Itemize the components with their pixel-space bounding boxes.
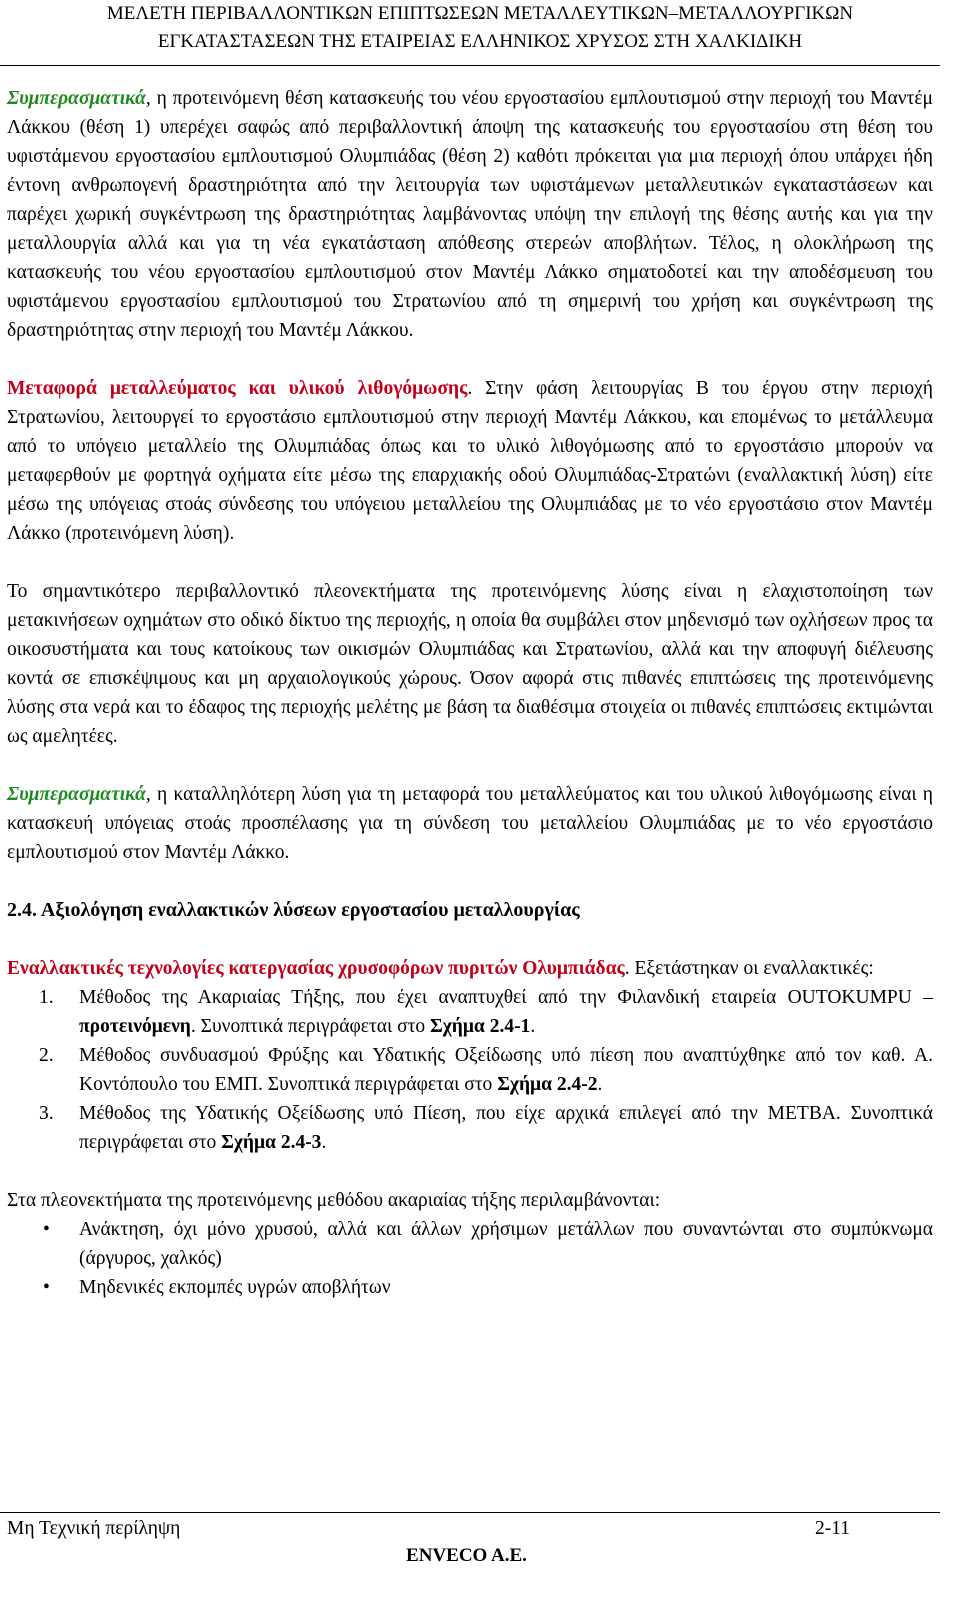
list-item (7, 1215, 933, 1273)
paragraph-alternatives-intro (7, 954, 933, 983)
conclusion-lead: Συμπερασματικά (7, 88, 146, 109)
list-item-text (79, 983, 933, 1041)
item-text: . (530, 1016, 536, 1037)
paragraph-environmental-advantage: Το σημαντικότερο περιβαλλοντικό πλεονεκτήματα της προτεινόμενης λύσης είναι η ελαχιστοποίηση των μετακινήσεων οχημάτων στο οδικό δίκτυο της περιοχής, η οποία θα συμβάλει στον μηδενισμό των οχλήσεων προς τα οικοσυστήματα και τους κατοίκους των οικισμών Ολυμπιάδας και Στρατωνίου, αλλά και την αποφυγή διέλευσης κοντά σε επισκέψιμους και μη αρχαιολογικούς χώρους. Όσον αφορά στις πιθανές επιπτώσεις της προτεινόμενης λύσης στα νερά και το έδαφος της περιοχής μελέτης με βάση τα διαθέσιμα στοιχεία οι πιθανές επιπτώσεις εκτιμώνται ως αμελητέες. (7, 581, 933, 747)
paragraph-ore-transport (7, 374, 933, 548)
paragraph-advantages-intro: Στα πλεονεκτήματα της προτεινόμενης μεθόδου ακαριαίας τήξης περιλαμβάνονται: (7, 1190, 661, 1211)
list-item (7, 983, 933, 1041)
list-item (7, 1099, 933, 1157)
bullet-icon: • (43, 1277, 50, 1298)
item-text: . (597, 1074, 603, 1095)
alternatives-lead: Εναλλακτικές τεχνολογίες κατεργασίας χρυσοφόρων πυριτών Ολυμπιάδας (7, 958, 625, 979)
paragraph-conclusion-transport (7, 780, 933, 867)
list-item (7, 1041, 933, 1099)
figure-reference: Σχήμα 2.4-2 (497, 1074, 598, 1095)
list-item-text (79, 1099, 933, 1157)
list-item-text: Μηδενικές εκπομπές υγρών αποβλήτων (79, 1277, 391, 1298)
section-heading: 2.4. Αξιολόγηση εναλλακτικών λύσεων εργοστασίου μεταλλουργίας (7, 899, 580, 921)
list-item (7, 1273, 933, 1302)
header-divider (0, 65, 940, 66)
list-item-text (79, 1041, 933, 1099)
figure-reference: Σχήμα 2.4-3 (221, 1132, 322, 1153)
page-header (0, 0, 960, 56)
footer-document-title: Μη Τεχνική περίληψη (7, 1518, 181, 1539)
list-item-text: Ανάκτηση, όχι μόνο χρυσού, αλλά και άλλων χρήσιμων μετάλλων που συναντώνται στο συμπύκνωμα (άργυρος, χαλκός) (79, 1219, 933, 1269)
header-line-2: ΕΓΚΑΤΑΣΤΑΣΕΩΝ ΤΗΣ ΕΤΑΙΡΕΙΑΣ ΕΛΛΗΝΙΚΟΣ ΧΡΥΣΟΣ ΣΤΗ ΧΑΛΚΙΔΙΚΗ (157, 31, 803, 52)
paragraph-text: , η προτεινόμενη θέση κατασκευής του νέου εργοστασίου εμπλουτισμού στην περιοχή του Μαντέμ Λάκκου (θέση 1) υπερέχει σαφώς από περιβαλλοντική άποψη της κατασκευής του εργοστασίου στη θέση του υφιστάμενου εργοστασίου εμπλουτισμού Ολυμπιάδας (θέση 2) καθότι πρόκειται για μια περιοχή όπου υπάρχει ήδη έντονη ανθρωπογενή δραστηριότητα από την λειτουργία των υφιστάμενων μεταλλευτικών εγκαταστάσεων και παρέχει χωρική συγκέντρωση της δραστηριότητας λαμβάνοντας υπόψη την επιλογή της θέσης αυτής και για την μεταλλουργία αλλά και για τη νέα εγκατάσταση απόθεσης στερεών αποβλήτων. Τέλος, η ολοκλήρωση της κατασκευής του νέου εργοστασίου εμπλουτισμού στον Μαντέμ Λάκκο σηματοδοτεί και την αποδέσμευση του υφιστάμενου εργοστασίου εμπλουτισμού του Στρατωνίου από τη σημερινή του χρήση και συγκέντρωση της δραστηριότητας στην περιοχή του Μαντέμ Λάκκου. (7, 88, 933, 341)
paragraph-text: . Εξετάστηκαν οι εναλλακτικές: (624, 958, 874, 979)
item-text: Μέθοδος της Υδατικής Οξείδωσης υπό Πίεση, που είχε αρχικά επιλεγεί από την ΜΕΤΒΑ. Συνοπτικά περιγράφεται στο (79, 1103, 933, 1153)
item-text: . (321, 1132, 327, 1153)
list-number: 1. (39, 987, 54, 1008)
item-text: . Συνοπτικά περιγράφεται στο (190, 1016, 431, 1037)
methods-list (7, 983, 933, 1157)
page-number: 2-11 (815, 1518, 851, 1539)
paragraph-text: . Στην φάση λειτουργίας Β του έργου στην περιοχή Στρατωνίου, λειτουργεί το εργοστάσιο εμπλουτισμού στην περιοχή Μαντέμ Λάκκου, και επομένως το μετάλλευμα από το υπόγειο μεταλλείο της Ολυμπιάδας όπως και το υλικό λιθογόμωσης από το εργοστάσιο μπορούν να μεταφερθούν με φορτηγά οχήματα είτε μέσω της επαρχιακής οδού Ολυμπιάδας-Στρατώνι (εναλλακτική λύση) είτε μέσω της υπόγειας στοάς σύνδεσης του υπόγειου μεταλλείου της Ολυμπιάδας με το νέο εργοστάσιο στον Μαντέμ Λάκκο (προτεινόμενη λύση). (7, 378, 933, 544)
footer-divider (0, 1512, 940, 1513)
paragraph-text: , η καταλληλότερη λύση για τη μεταφορά του μεταλλεύματος και του υλικού λιθογόμωσης είναι η κατασκευή υπόγειας στοάς προσπέλασης για τη σύνδεση του μεταλλείου Ολυμπιάδας με το νέο εργοστάσιο εμπλουτισμού στον Μαντέμ Λάκκο. (7, 784, 933, 863)
conclusion-lead: Συμπερασματικά (7, 784, 146, 805)
transport-lead: Μεταφορά μεταλλεύματος και υλικού λιθογόμωσης (7, 378, 468, 399)
list-number: 3. (39, 1103, 54, 1124)
item-emphasis: προτεινόμενη (79, 1016, 191, 1037)
advantages-list (7, 1215, 933, 1302)
header-line-1: ΜΕΛΕΤΗ ΠΕΡΙΒΑΛΛΟΝΤΙΚΩΝ ΕΠΙΠΤΩΣΕΩΝ ΜΕΤΑΛΛΕΥΤΙΚΩΝ–ΜΕΤΑΛΛΟΥΡΓΙΚΩΝ (106, 3, 854, 24)
item-text: Μέθοδος της Ακαριαίας Τήξης, που έχει αναπτυχθεί από την Φιλανδική εταιρεία OUTOKUMPU – (79, 987, 933, 1008)
figure-reference: Σχήμα 2.4-1 (430, 1016, 531, 1037)
paragraph-conclusion-site (7, 84, 933, 345)
bullet-icon: • (43, 1219, 50, 1240)
document-body (7, 84, 933, 1331)
item-text: Μέθοδος συνδυασμού Φρύξης και Υδατικής Οξείδωσης υπό πίεση που αναπτύχθηκε από τον καθ. Α. Κοντόπουλο του ΕΜΠ. Συνοπτικά περιγράφεται στο (79, 1045, 933, 1095)
footer-company: ENVECO A.E. (406, 1545, 527, 1566)
list-number: 2. (39, 1045, 54, 1066)
